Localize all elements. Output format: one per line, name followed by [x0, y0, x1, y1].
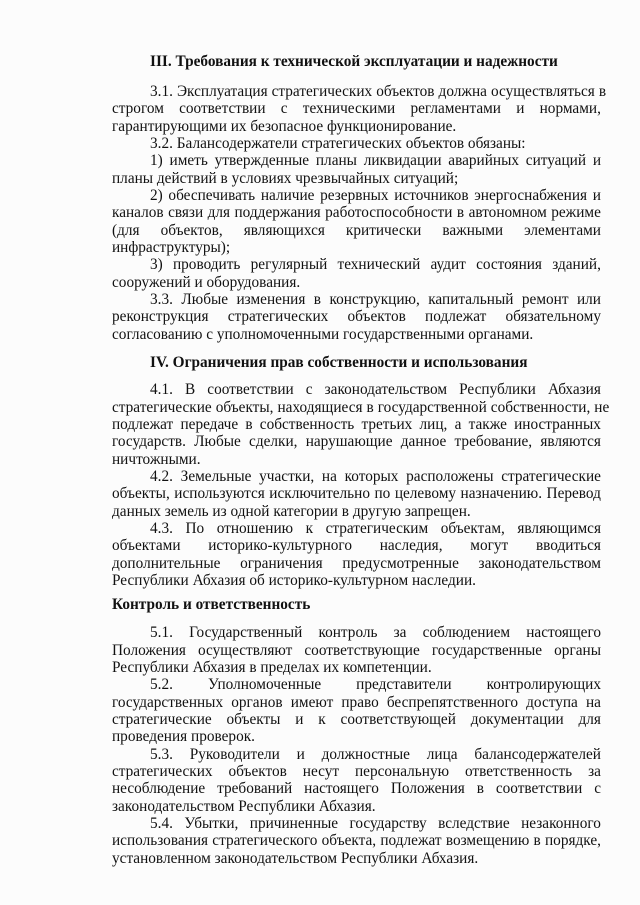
text-line: стратегических объектов несут персональную ответственность за [112, 763, 601, 781]
paragraph [112, 624, 601, 676]
text-line: сооружений и оборудования. [112, 273, 301, 291]
text-line: 4.3. По отношению к стратегическим объектам, являющимся [150, 519, 601, 537]
text-line: 3.1. Эксплуатация стратегических объектов должна осуществляться в [150, 83, 607, 100]
section-3 [112, 53, 607, 343]
text-line: объекты, используются исключительно по целевому назначению. Перевод [112, 485, 601, 503]
text-line: государственных органов имеют право беспрепятственного доступа на [112, 693, 601, 711]
section-heading: Контроль и ответственность [112, 596, 311, 614]
paragraph [112, 520, 601, 589]
text-line: Республики Абхазия в пределах их компетенции. [112, 658, 432, 676]
text-line: 5.3. Руководители и должностные лица балансодержателей [150, 745, 601, 763]
text-line: планы действий в условиях чрезвычайных ситуаций; [112, 169, 459, 187]
paragraph [112, 746, 601, 815]
text-line: согласованию с уполномоченными государственными органами. [112, 325, 534, 343]
text-line: объектами историко-культурного наследия, могут вводиться [112, 537, 601, 555]
section-heading: IV. Ограничения прав собственности и использования [150, 354, 528, 372]
text-line: 3.3. Любые изменения в конструкцию, капитальный ремонт или [150, 291, 601, 309]
text-line: государств. Любые сделки, нарушающие данное требование, являются [112, 433, 601, 451]
paragraph [112, 187, 601, 256]
text-line: стратегические объекты и к соответствующей документации для [112, 711, 601, 728]
text-line: использования стратегического объекта, подлежат возмещению в порядке, [112, 832, 601, 850]
text-line: дополнительные ограничения предусмотренные законодательством [112, 554, 601, 572]
section-4 [112, 354, 610, 589]
text-line: стратегические объекты, находящиеся в государственной собственности, не [112, 398, 610, 416]
text-line: гарантирующими их безопасное функционирование. [112, 117, 457, 135]
text-line: ничтожными. [112, 450, 201, 468]
text-line: несоблюдение требований настоящего Положения в соответствии с [112, 780, 601, 798]
text-line: Положения осуществляют соответствующие государственные органы [112, 641, 601, 659]
text-line: проведения проверок. [112, 728, 255, 746]
text-line: подлежат передаче в собственность третьих лиц, а также иностранных [112, 415, 601, 433]
text-line: (для объектов, являющихся критически важными элементами [112, 221, 601, 239]
text-line: 5.1. Государственный контроль за соблюдением настоящего [150, 624, 601, 642]
text-line: строгом соответствии с техническими регламентами и нормами, [112, 100, 601, 118]
text-line: законодательством Республики Абхазия. [112, 797, 376, 815]
text-line: установленном законодательством Республики Абхазия. [112, 849, 479, 867]
text-line: 3) проводить регулярный технический аудит состояния зданий, [150, 256, 601, 274]
text-line: инфраструктуры); [112, 239, 231, 257]
paragraph [112, 676, 601, 745]
paragraph [112, 291, 601, 343]
text-line: 5.4. Убытки, причиненные государству вследствие незаконного [150, 815, 601, 833]
paragraph [112, 468, 601, 520]
paragraph [112, 135, 601, 152]
text-line: 3.2. Балансодержатели стратегических объектов обязаны: [150, 135, 526, 153]
section-heading: III. Требования к технической эксплуатации и надежности [150, 53, 558, 70]
paragraph [112, 256, 601, 291]
document-body [112, 53, 610, 867]
text-line: 5.2. Уполномоченные представители контролирующих [150, 676, 601, 694]
text-line: 1) иметь утвержденные планы ликвидации аварийных ситуаций и [150, 152, 601, 170]
text-line: 2) обеспечивать наличие резервных источников энергоснабжения и [150, 187, 601, 205]
paragraph [112, 381, 610, 468]
text-line: данных земель из одной категории в другую запрещен. [112, 502, 471, 520]
text-line: каналов связи для поддержания работоспособности в автономном режиме [112, 204, 601, 222]
text-line: реконструкция стратегических объектов подлежат обязательному [112, 308, 601, 326]
text-line: Республики Абхазия об историко-культурном наследии. [112, 571, 476, 589]
paragraph [112, 152, 601, 187]
text-line: 4.2. Земельные участки, на которых расположены стратегические [150, 467, 601, 485]
section-5 [112, 596, 601, 867]
paragraph [112, 815, 601, 867]
paragraph [112, 83, 607, 135]
text-line: 4.1. В соответствии с законодательством Республики Абхазия [150, 381, 601, 399]
